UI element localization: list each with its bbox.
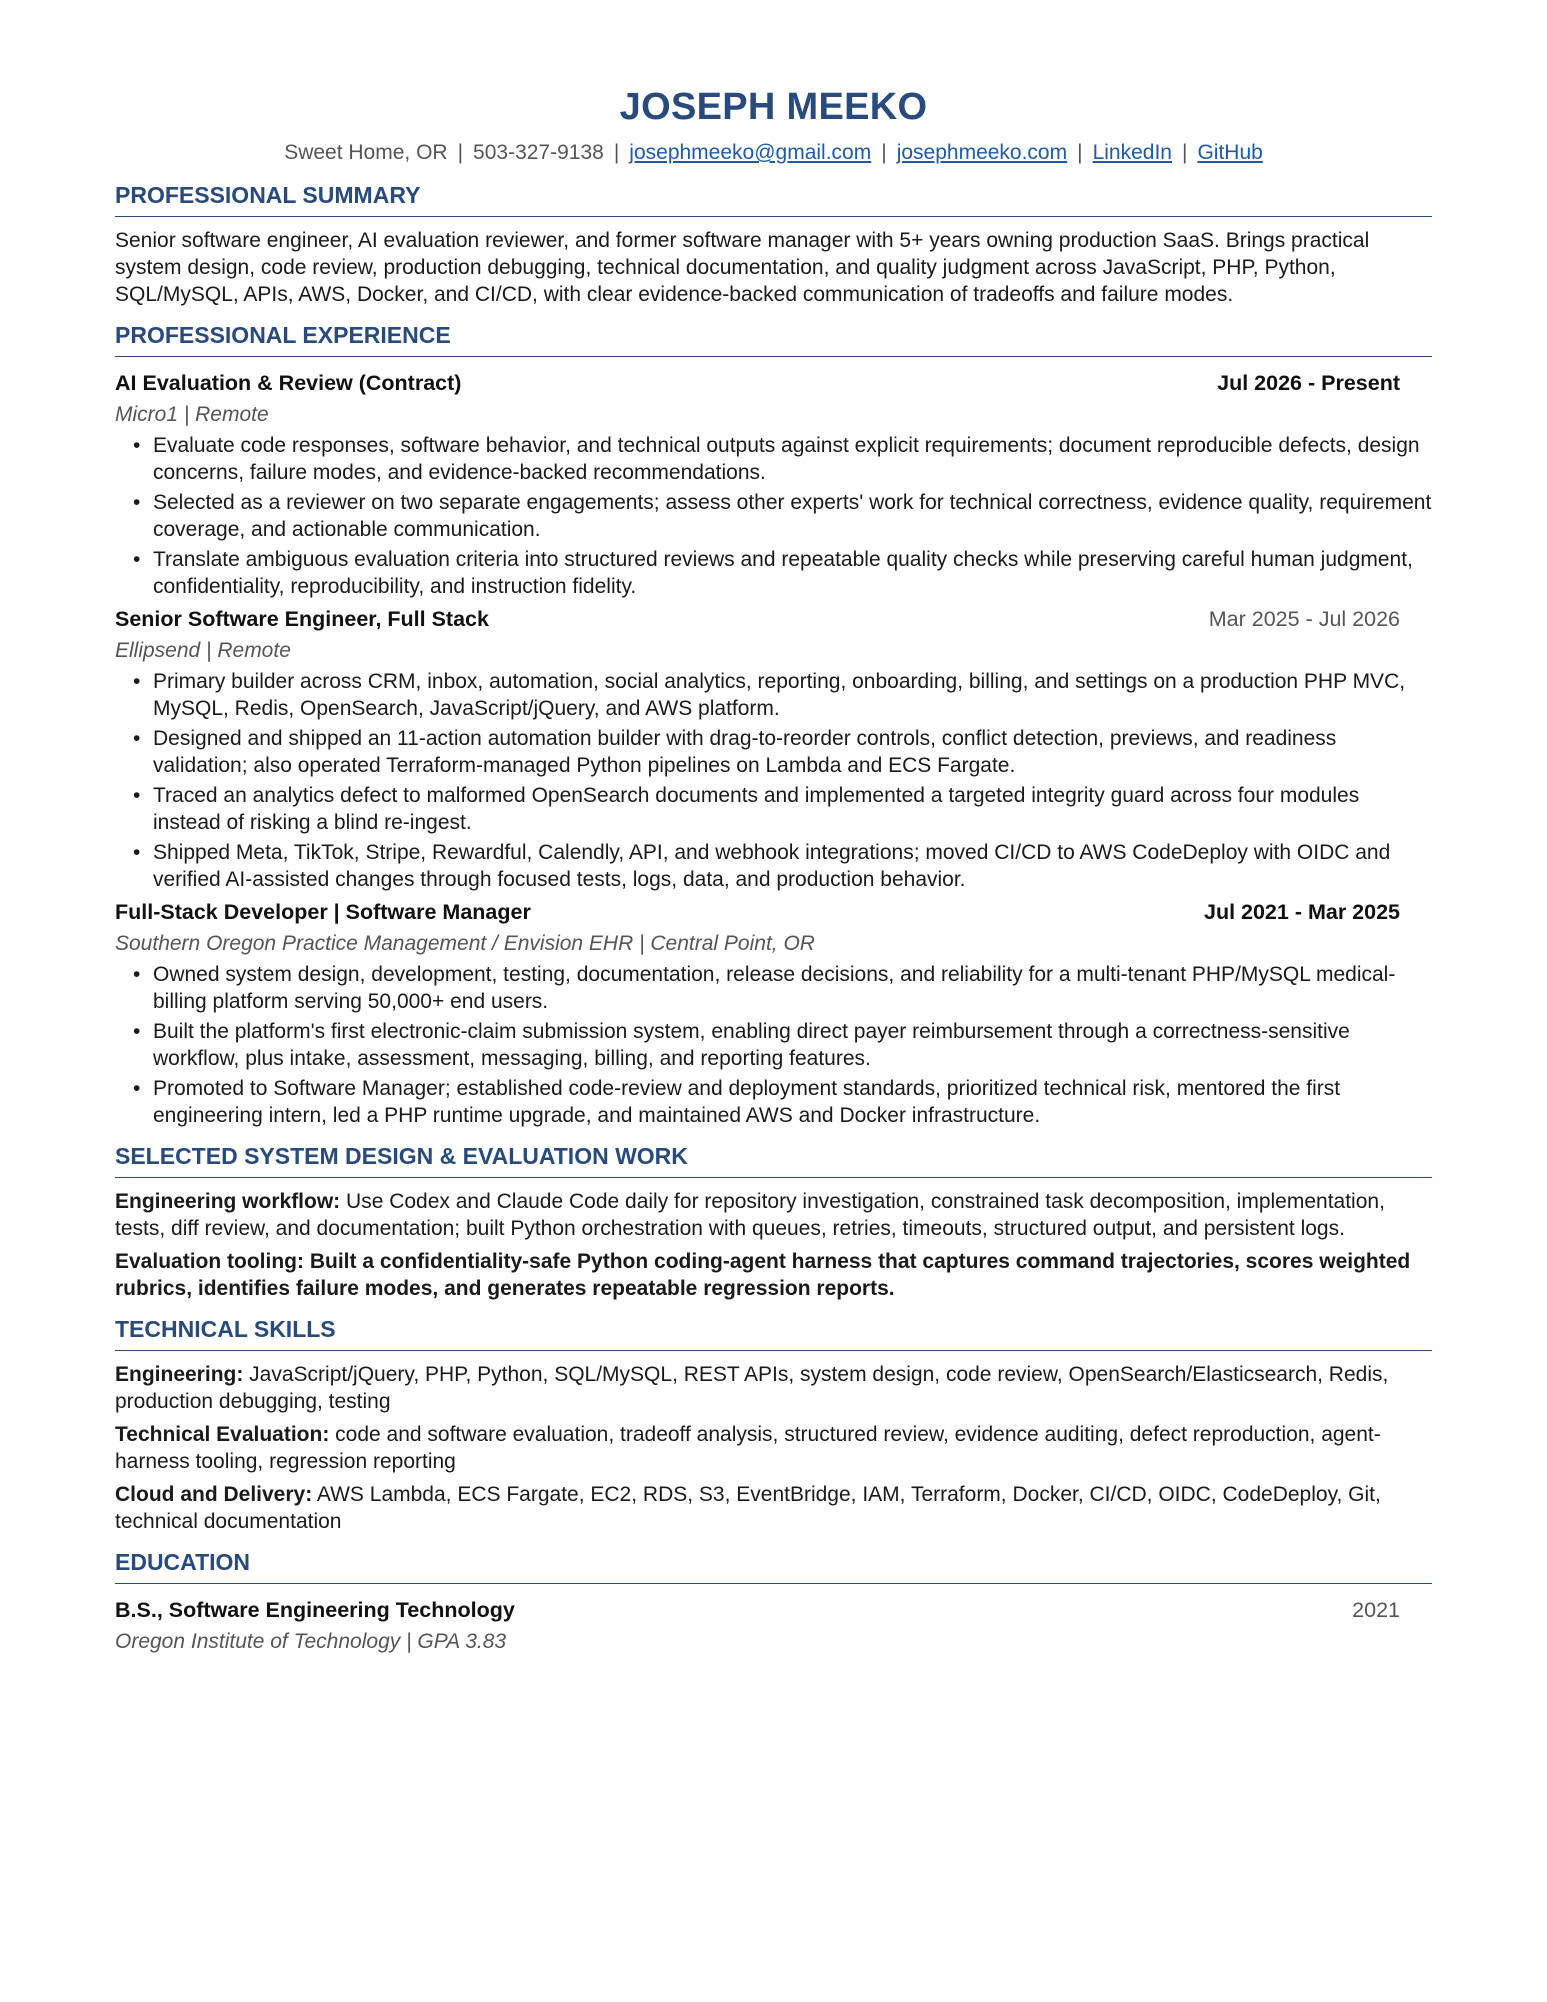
job-header bbox=[115, 896, 1432, 928]
job-entry bbox=[115, 603, 1432, 893]
job-organization: Ellipsend | Remote bbox=[115, 639, 291, 662]
bullet-item: • Promoted to Software Manager; established code-review and deployment standards, prioritized technical risk, mentored the first engineering intern, led a PHP runtime upgrade, and maintained AWS and Docker infrastructure. bbox=[115, 1075, 1432, 1129]
workflow-label: Engineering workflow: bbox=[115, 1190, 341, 1213]
separator: | bbox=[613, 141, 620, 164]
section-title-education: EDUCATION bbox=[115, 1547, 1432, 1584]
separator: | bbox=[457, 141, 464, 164]
workflow-text: Use Codex and Claude Code daily for repository investigation, constrained task decomposition, implementation, tests, diff review, and documentation; built Python orchestration with queues, retries, timeouts, structured output, and persistent logs. bbox=[115, 1190, 1385, 1240]
linkedin-link[interactable]: LinkedIn bbox=[1092, 141, 1172, 164]
workflow-paragraph bbox=[115, 1188, 1432, 1242]
section-title-summary: PROFESSIONAL SUMMARY bbox=[115, 180, 1432, 217]
job-bullets bbox=[115, 668, 1432, 893]
job-organization: Micro1 | Remote bbox=[115, 403, 269, 426]
location: Sweet Home, OR bbox=[284, 141, 448, 164]
email-link[interactable]: josephmeeko@gmail.com bbox=[629, 141, 872, 164]
skill-line bbox=[115, 1481, 1432, 1535]
selected-work-section bbox=[115, 1141, 1432, 1302]
section-title-selected-work: SELECTED SYSTEM DESIGN & EVALUATION WORK bbox=[115, 1141, 1432, 1178]
education-header bbox=[115, 1594, 1432, 1626]
section-title-experience: PROFESSIONAL EXPERIENCE bbox=[115, 320, 1432, 357]
bullet-item: • Designed and shipped an 11-action automation builder with drag-to-reorder controls, conflict detection, previews, and readiness validation; also operated Terraform-managed Python pipelines on Lambda and ECS Fargate. bbox=[115, 725, 1432, 779]
skill-line bbox=[115, 1421, 1432, 1475]
skill-text: code and software evaluation, tradeoff analysis, structured review, evidence auditing, defect reproduction, agent-harness tooling, regression reporting bbox=[115, 1423, 1381, 1473]
skill-label: Engineering: bbox=[115, 1363, 244, 1386]
job-header bbox=[115, 603, 1432, 635]
bullet-item: • Evaluate code responses, software behavior, and technical outputs against explicit requirements; document reproducible defects, design concerns, failure modes, and evidence-backed recommendations. bbox=[115, 432, 1432, 486]
skill-text: AWS Lambda, ECS Fargate, EC2, RDS, S3, EventBridge, IAM, Terraform, Docker, CI/CD, OIDC, CodeDeploy, Git, technical documentation bbox=[115, 1483, 1381, 1533]
bullet-item: • Translate ambiguous evaluation criteria into structured reviews and repeatable quality checks while preserving careful human judgment, confidentiality, reproducibility, and instruction fidelity. bbox=[115, 546, 1432, 600]
job-header bbox=[115, 367, 1432, 399]
experience-section bbox=[115, 320, 1432, 1129]
job-title: AI Evaluation & Review (Contract) bbox=[115, 371, 462, 395]
separator: | bbox=[1077, 141, 1083, 164]
job-organization: Southern Oregon Practice Management / Envision EHR | Central Point, OR bbox=[115, 932, 815, 955]
bullet-item: • Owned system design, development, testing, documentation, release decisions, and reliability for a multi-tenant PHP/MySQL medical-billing platform serving 50,000+ end users. bbox=[115, 961, 1432, 1015]
job-title: Full-Stack Developer | Software Manager bbox=[115, 900, 531, 924]
separator: | bbox=[881, 141, 887, 164]
graduation-year: 2021 bbox=[1352, 1598, 1400, 1622]
job-entry bbox=[115, 367, 1432, 600]
bullet-item: • Built the platform's first electronic-claim submission system, enabling direct payer reimbursement through a correctness-sensitive workflow, plus intake, assessment, messaging, billing, and reporting features. bbox=[115, 1018, 1432, 1072]
section-title-skills: TECHNICAL SKILLS bbox=[115, 1314, 1432, 1351]
skill-text: JavaScript/jQuery, PHP, Python, SQL/MySQL, REST APIs, system design, code review, OpenSearch/Elasticsearch, Redis, production debugging, testing bbox=[115, 1363, 1389, 1413]
bullet-item: • Shipped Meta, TikTok, Stripe, Rewardful, Calendly, API, and webhook integrations; moved CI/CD to AWS CodeDeploy with OIDC and verified AI-assisted changes through focused tests, logs, data, and production behavior. bbox=[115, 839, 1432, 893]
job-dates: Jul 2026 - Present bbox=[1217, 371, 1400, 395]
bullet-item: • Primary builder across CRM, inbox, automation, social analytics, reporting, onboarding, billing, and settings on a production PHP MVC, MySQL, Redis, OpenSearch, JavaScript/jQuery, and AWS platform. bbox=[115, 668, 1432, 722]
job-bullets bbox=[115, 432, 1432, 600]
phone: 503-327-9138 bbox=[473, 141, 604, 164]
degree: B.S., Software Engineering Technology bbox=[115, 1598, 515, 1622]
job-title: Senior Software Engineer, Full Stack bbox=[115, 607, 489, 631]
skill-label: Cloud and Delivery: bbox=[115, 1483, 313, 1506]
bullet-item: • Selected as a reviewer on two separate engagements; assess other experts' work for technical correctness, evidence quality, requirement coverage, and actionable communication. bbox=[115, 489, 1432, 543]
job-bullets bbox=[115, 961, 1432, 1129]
separator: | bbox=[1181, 141, 1188, 164]
candidate-name: JOSEPH MEEKO bbox=[619, 86, 928, 128]
skills-section bbox=[115, 1314, 1432, 1535]
website-link[interactable]: josephmeeko.com bbox=[896, 141, 1068, 164]
contact-line bbox=[115, 138, 1432, 168]
bullet-item: • Traced an analytics defect to malformed OpenSearch documents and implemented a targeted integrity guard across four modules instead of risking a blind re-ingest. bbox=[115, 782, 1432, 836]
summary-text: Senior software engineer, AI evaluation reviewer, and former software manager with 5+ years owning production SaaS. Brings practical system design, code review, production debugging, technical documentation, and quality judgment across JavaScript, PHP, Python, SQL/MySQL, APIs, AWS, Docker, and CI/CD, with clear evidence-backed communication of tradeoffs and failure modes. bbox=[115, 229, 1370, 306]
tooling-paragraph: Evaluation tooling: Built a confidentiality-safe Python coding-agent harness that captures command trajectories, scores weighted rubrics, identifies failure modes, and generates repeatable regression reports. bbox=[115, 1250, 1411, 1300]
summary-section bbox=[115, 180, 1432, 308]
education-section bbox=[115, 1547, 1432, 1657]
job-dates: Jul 2021 - Mar 2025 bbox=[1203, 900, 1400, 924]
job-dates: Mar 2025 - Jul 2026 bbox=[1208, 607, 1400, 631]
skill-label: Technical Evaluation: bbox=[115, 1423, 330, 1446]
skill-line bbox=[115, 1361, 1432, 1415]
job-entry bbox=[115, 896, 1432, 1129]
github-link[interactable]: GitHub bbox=[1197, 141, 1263, 164]
school: Oregon Institute of Technology | GPA 3.83 bbox=[115, 1630, 507, 1653]
